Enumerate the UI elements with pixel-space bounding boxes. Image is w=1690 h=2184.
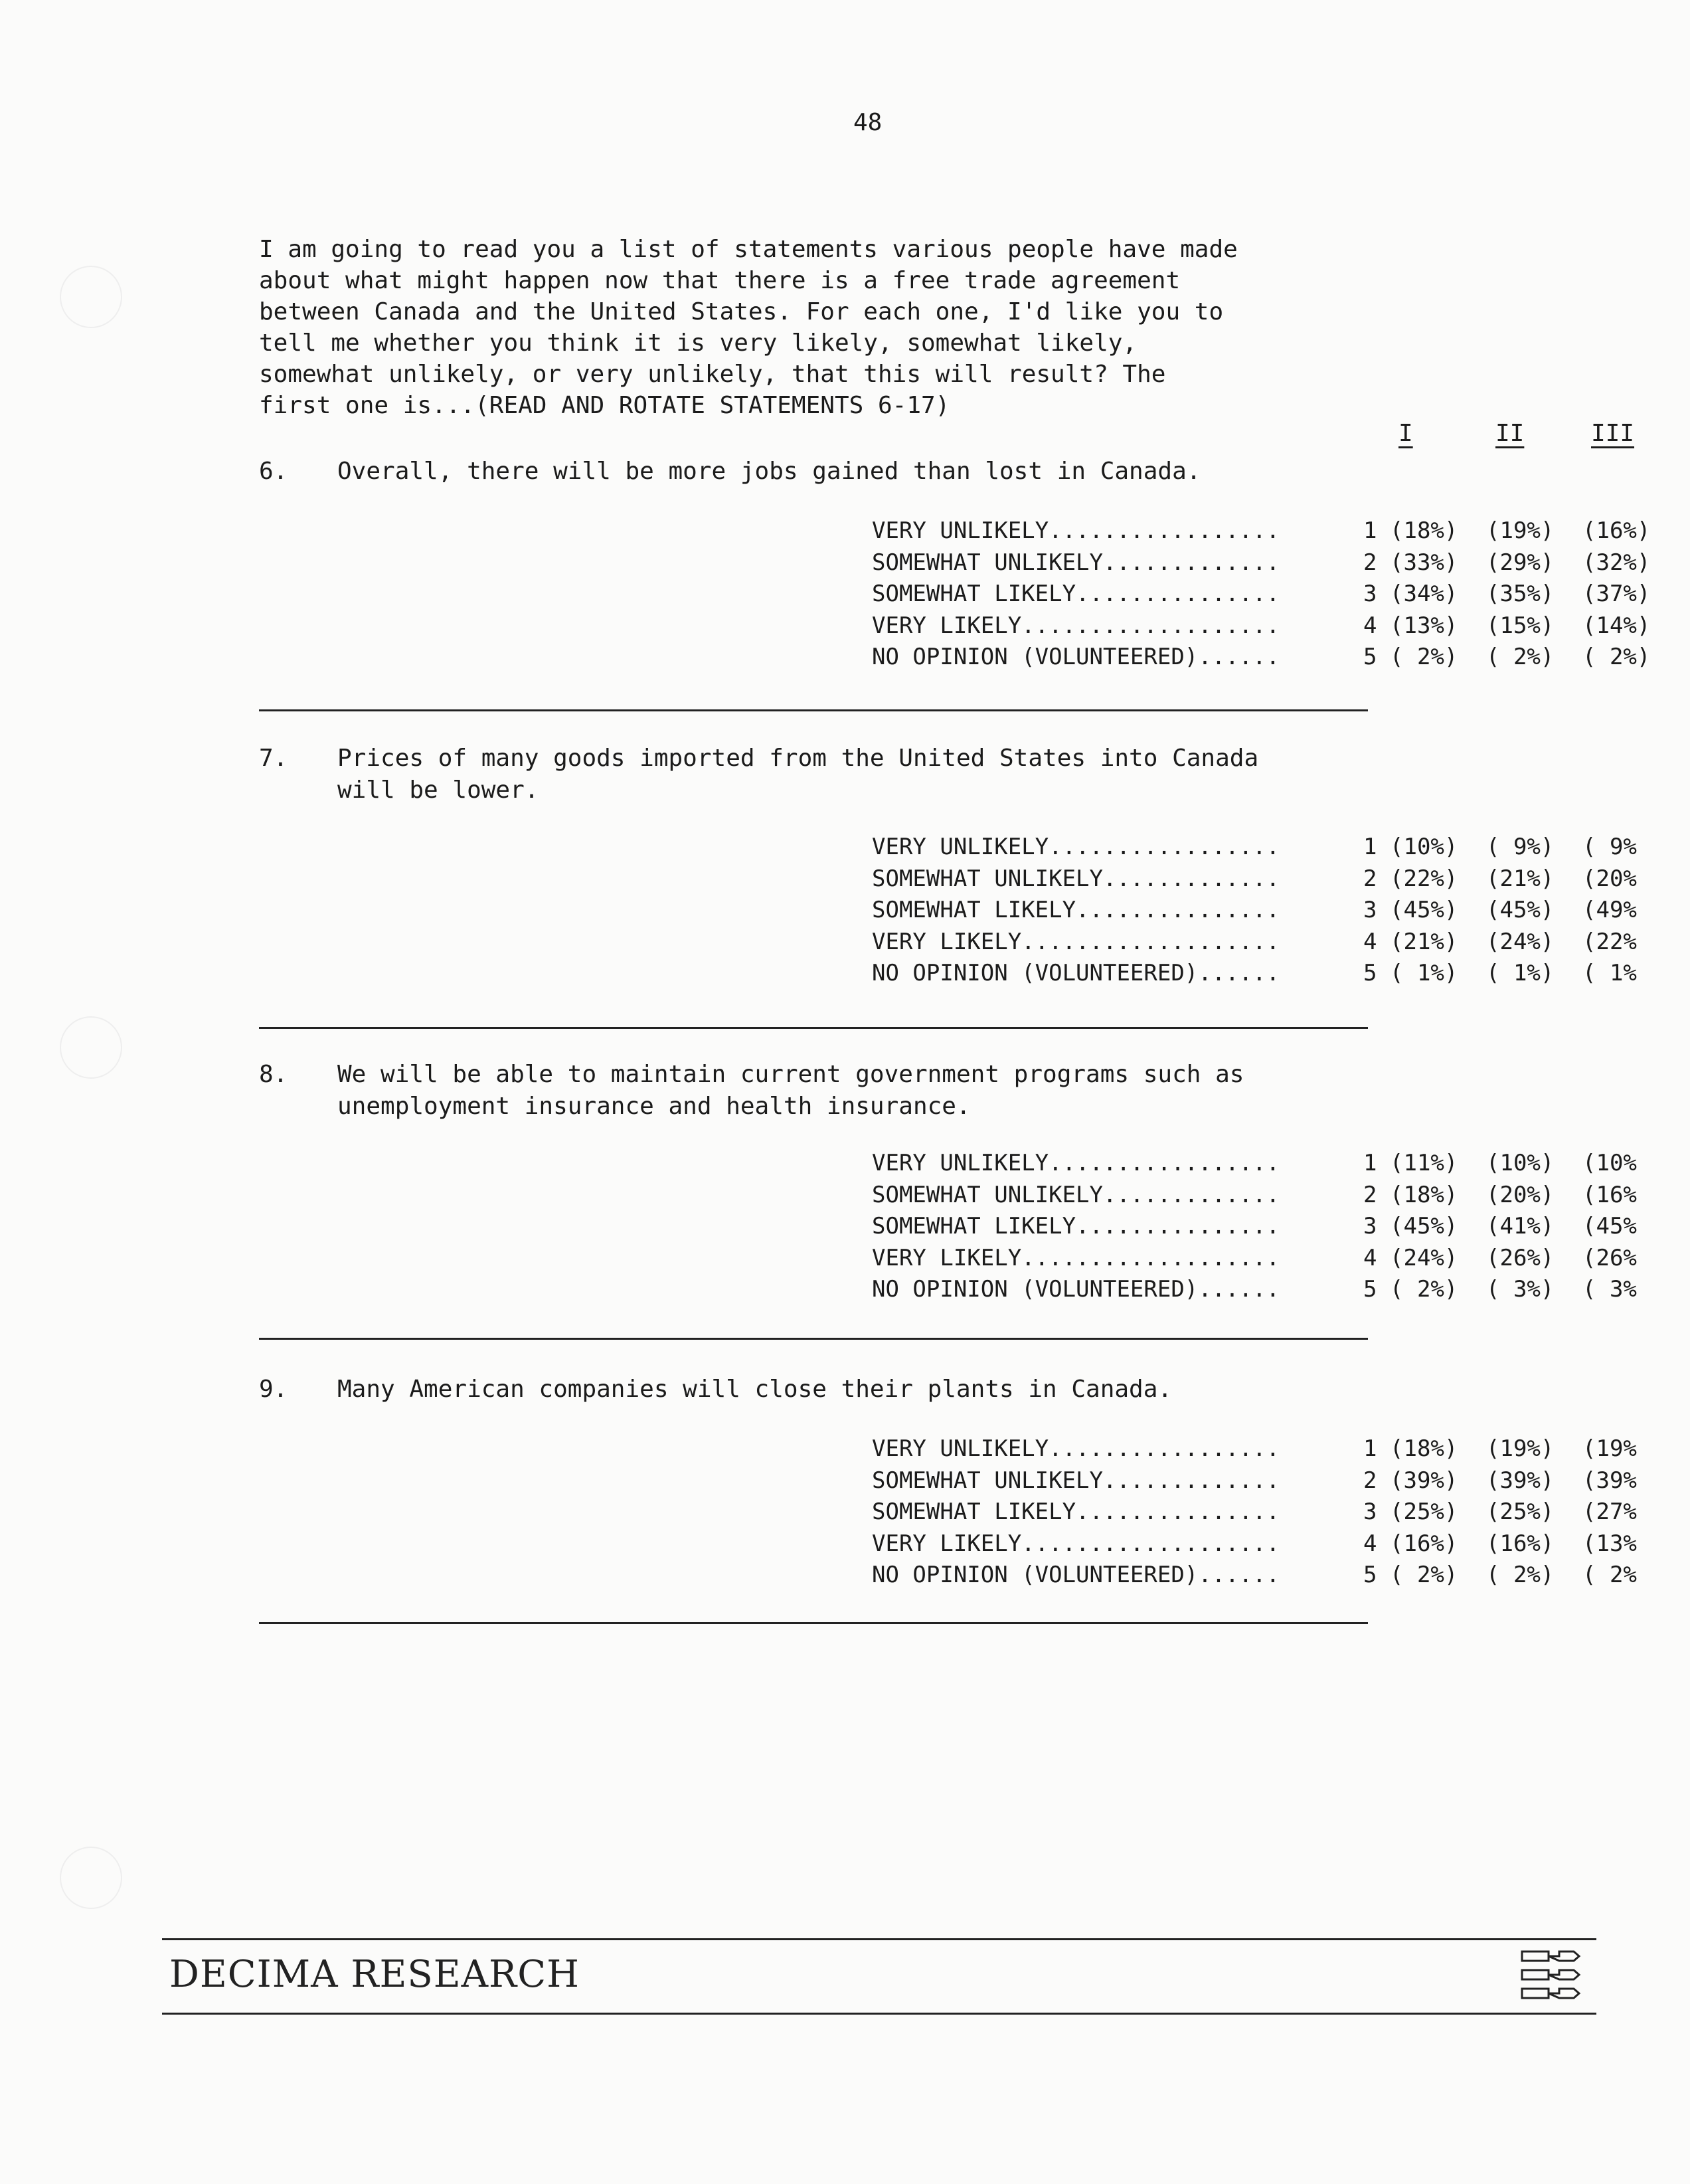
value-col-iii: (27% xyxy=(1582,1499,1637,1525)
response-label: SOMEWHAT LIKELY............... xyxy=(872,581,1280,607)
intro-line: tell me whether you think it is very likely, somewhat likely, xyxy=(259,329,1138,357)
value-col-iii: ( 1% xyxy=(1582,960,1637,986)
binder-hole xyxy=(60,1847,122,1909)
value-col-ii: (45%) xyxy=(1486,897,1555,923)
value-col-i: (11%) xyxy=(1390,1150,1458,1176)
value-col-i: ( 2%) xyxy=(1390,644,1458,670)
value-col-i: (22%) xyxy=(1390,865,1458,892)
value-col-iii: (14%) xyxy=(1582,612,1651,639)
response-label: SOMEWHAT LIKELY............... xyxy=(872,1499,1280,1525)
response-code: 3 xyxy=(1363,897,1377,923)
value-col-ii: (19%) xyxy=(1486,1435,1555,1462)
response-code: 3 xyxy=(1363,1213,1377,1239)
decima-logo-icon xyxy=(1518,1945,1582,2009)
value-col-ii: (20%) xyxy=(1486,1181,1555,1208)
value-col-i: ( 1%) xyxy=(1390,960,1458,986)
value-col-i: ( 2%) xyxy=(1390,1276,1458,1303)
value-col-ii: (25%) xyxy=(1486,1499,1555,1525)
footer-top-rule xyxy=(162,1938,1596,1940)
value-col-ii: (35%) xyxy=(1486,581,1555,607)
response-label: NO OPINION (VOLUNTEERED)...... xyxy=(872,960,1280,986)
response-label: VERY LIKELY................... xyxy=(872,612,1280,639)
value-col-iii: ( 3% xyxy=(1582,1276,1637,1303)
value-col-i: (13%) xyxy=(1390,612,1458,639)
response-code: 1 xyxy=(1363,1150,1377,1176)
response-label: VERY LIKELY................... xyxy=(872,1530,1280,1557)
question-number: 9. xyxy=(259,1376,288,1403)
value-col-i: (18%) xyxy=(1390,517,1458,544)
value-col-i: (39%) xyxy=(1390,1467,1458,1494)
question-text: Prices of many goods imported from the United States into Canada xyxy=(337,745,1259,772)
value-col-iii: (16% xyxy=(1582,1181,1637,1208)
value-col-ii: ( 9%) xyxy=(1486,834,1555,860)
value-col-ii: ( 2%) xyxy=(1486,1562,1555,1588)
question-text: unemployment insurance and health insurance. xyxy=(337,1093,971,1120)
response-label: NO OPINION (VOLUNTEERED)...... xyxy=(872,644,1280,670)
value-col-ii: ( 3%) xyxy=(1486,1276,1555,1303)
section-divider xyxy=(259,709,1368,711)
value-col-iii: ( 9% xyxy=(1582,834,1637,860)
response-code: 5 xyxy=(1363,960,1377,986)
response-label: VERY LIKELY................... xyxy=(872,928,1280,955)
intro-line: I am going to read you a list of statements various people have made xyxy=(259,236,1238,263)
value-col-ii: (15%) xyxy=(1486,612,1555,639)
value-col-ii: (24%) xyxy=(1486,928,1555,955)
response-code: 2 xyxy=(1363,865,1377,892)
column-header-ii: II xyxy=(1495,420,1525,447)
response-code: 5 xyxy=(1363,1276,1377,1303)
response-code: 4 xyxy=(1363,928,1377,955)
value-col-ii: (10%) xyxy=(1486,1150,1555,1176)
value-col-iii: (39% xyxy=(1582,1467,1637,1494)
value-col-iii: (10% xyxy=(1582,1150,1637,1176)
value-col-iii: ( 2%) xyxy=(1582,644,1651,670)
response-code: 4 xyxy=(1363,612,1377,639)
value-col-i: (25%) xyxy=(1390,1499,1458,1525)
value-col-i: (24%) xyxy=(1390,1244,1458,1271)
value-col-iii: (22% xyxy=(1582,928,1637,955)
intro-line: about what might happen now that there is a free trade agreement xyxy=(259,267,1181,294)
response-label: VERY LIKELY................... xyxy=(872,1244,1280,1271)
column-headers xyxy=(0,420,1690,453)
response-code: 5 xyxy=(1363,644,1377,670)
value-col-ii: (19%) xyxy=(1486,517,1555,544)
value-col-i: (33%) xyxy=(1390,549,1458,576)
value-col-ii: ( 1%) xyxy=(1486,960,1555,986)
section-divider xyxy=(259,1027,1368,1029)
response-label: SOMEWHAT UNLIKELY............. xyxy=(872,549,1280,576)
response-code: 3 xyxy=(1363,1499,1377,1525)
question-text: Overall, there will be more jobs gained than lost in Canada. xyxy=(337,458,1201,485)
value-col-ii: (29%) xyxy=(1486,549,1555,576)
response-label: SOMEWHAT LIKELY............... xyxy=(872,1213,1280,1239)
intro-line: first one is...(READ AND ROTATE STATEMENTS 6-17) xyxy=(259,392,950,419)
page-number: 48 xyxy=(853,109,883,136)
intro-paragraph xyxy=(259,234,1361,421)
response-label: SOMEWHAT UNLIKELY............. xyxy=(872,1467,1280,1494)
question-7 xyxy=(259,743,1637,986)
question-9 xyxy=(259,1374,1637,1588)
column-header-iii: III xyxy=(1591,420,1635,447)
response-label: VERY UNLIKELY................. xyxy=(872,1435,1280,1462)
response-code: 2 xyxy=(1363,1181,1377,1208)
response-code: 2 xyxy=(1363,1467,1377,1494)
response-code: 1 xyxy=(1363,1435,1377,1462)
value-col-i: (45%) xyxy=(1390,1213,1458,1239)
value-col-iii: (45% xyxy=(1582,1213,1637,1239)
response-code: 2 xyxy=(1363,549,1377,576)
section-divider xyxy=(259,1622,1368,1624)
response-label: SOMEWHAT LIKELY............... xyxy=(872,897,1280,923)
value-col-i: (34%) xyxy=(1390,581,1458,607)
value-col-iii: (20% xyxy=(1582,865,1637,892)
value-col-iii: (26% xyxy=(1582,1244,1637,1271)
binder-hole xyxy=(60,266,122,328)
value-col-iii: (19% xyxy=(1582,1435,1637,1462)
value-col-iii: (49% xyxy=(1582,897,1637,923)
question-8 xyxy=(259,1059,1637,1303)
value-col-iii: (37%) xyxy=(1582,581,1651,607)
question-number: 7. xyxy=(259,745,288,772)
response-code: 5 xyxy=(1363,1562,1377,1588)
response-label: VERY UNLIKELY................. xyxy=(872,834,1280,860)
response-code: 4 xyxy=(1363,1244,1377,1271)
binder-hole xyxy=(60,1016,122,1079)
value-col-i: (18%) xyxy=(1390,1435,1458,1462)
value-col-iii: (32%) xyxy=(1582,549,1651,576)
question-text: will be lower. xyxy=(337,776,539,804)
value-col-i: (45%) xyxy=(1390,897,1458,923)
value-col-i: ( 2%) xyxy=(1390,1562,1458,1588)
question-number: 6. xyxy=(259,458,288,485)
question-6 xyxy=(259,456,1651,670)
response-code: 1 xyxy=(1363,517,1377,544)
value-col-iii: (16%) xyxy=(1582,517,1651,544)
response-code: 3 xyxy=(1363,581,1377,607)
response-label: NO OPINION (VOLUNTEERED)...... xyxy=(872,1276,1280,1303)
response-code: 1 xyxy=(1363,834,1377,860)
value-col-i: (21%) xyxy=(1390,928,1458,955)
value-col-iii: ( 2% xyxy=(1582,1562,1637,1588)
intro-line: somewhat unlikely, or very unlikely, that this will result? The xyxy=(259,361,1166,388)
brand-name: DECIMA RESEARCH xyxy=(169,1953,580,1996)
value-col-ii: (16%) xyxy=(1486,1530,1555,1557)
section-divider xyxy=(259,1338,1368,1340)
footer-bottom-rule xyxy=(162,2013,1596,2015)
column-header-i: I xyxy=(1398,420,1413,447)
response-label: SOMEWHAT UNLIKELY............. xyxy=(872,865,1280,892)
question-number: 8. xyxy=(259,1061,288,1088)
value-col-i: (10%) xyxy=(1390,834,1458,860)
value-col-iii: (13% xyxy=(1582,1530,1637,1557)
question-text: Many American companies will close their plants in Canada. xyxy=(337,1376,1173,1403)
value-col-i: (18%) xyxy=(1390,1181,1458,1208)
value-col-ii: (21%) xyxy=(1486,865,1555,892)
question-text: We will be able to maintain current government programs such as xyxy=(337,1061,1244,1088)
value-col-i: (16%) xyxy=(1390,1530,1458,1557)
response-label: VERY UNLIKELY................. xyxy=(872,1150,1280,1176)
response-label: VERY UNLIKELY................. xyxy=(872,517,1280,544)
value-col-ii: (39%) xyxy=(1486,1467,1555,1494)
value-col-ii: (41%) xyxy=(1486,1213,1555,1239)
footer-brand xyxy=(169,1953,580,1996)
response-code: 4 xyxy=(1363,1530,1377,1557)
intro-line: between Canada and the United States. For each one, I'd like you to xyxy=(259,298,1224,325)
value-col-ii: ( 2%) xyxy=(1486,644,1555,670)
value-col-ii: (26%) xyxy=(1486,1244,1555,1271)
response-label: SOMEWHAT UNLIKELY............. xyxy=(872,1181,1280,1208)
response-label: NO OPINION (VOLUNTEERED)...... xyxy=(872,1562,1280,1588)
